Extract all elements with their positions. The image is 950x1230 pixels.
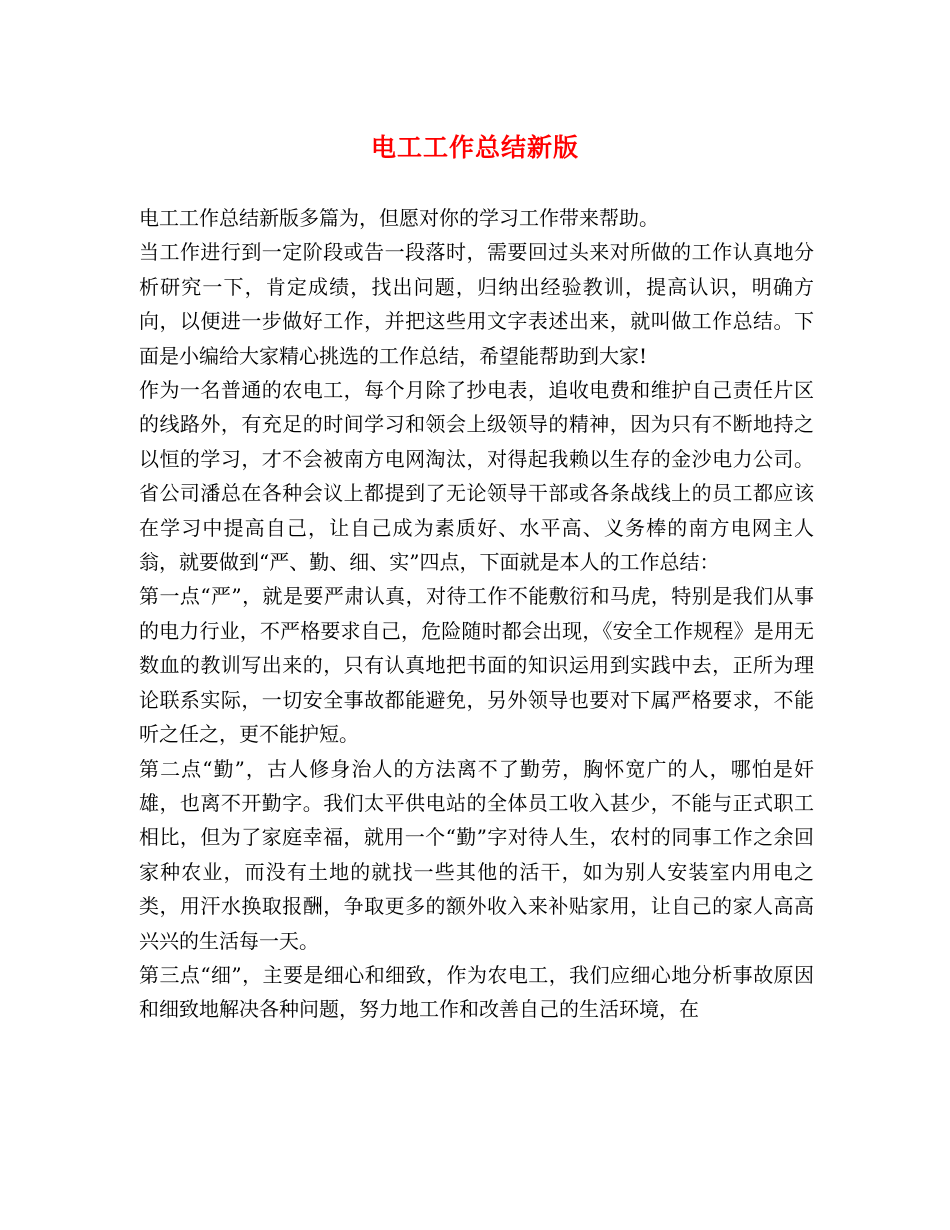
paragraph-intro: 电工工作总结新版多篇为，但愿对你的学习工作带来帮助。	[139, 206, 659, 230]
paragraph-point-strict: 第一点“严”，就是要严肃认真，对待工作不能敷衍和马虎，特别是我们从事的电力行业，不严格要求自己，危险随时都会出现，《安全工作规程》是用无数血的教训写出来的，只有认真地把书面的知识运用到实践中去，正所为理论联系实际，一切安全事故都能避免，另外领导也要对下属严格要求，不能听之任之，更不能护短。	[139, 584, 814, 747]
paragraph-summary-definition: 当工作进行到一定阶段或告一段落时，需要回过头来对所做的工作认真地分析研究一下，肯定成绩，找出问题，归纳出经验教训，提高认识，明确方向，以便进一步做好工作，并把这些用文字表述出来，就叫做工作总结。下面是小编给大家精心挑选的工作总结，希望能帮助到大家!	[139, 240, 814, 368]
paragraph-point-diligent: 第二点“勤”，古人修身治人的方法离不了勤劳，胸怀宽广的人，哪怕是奸雄，也离不开勤字。我们太平供电站的全体员工收入甚少，不能与正式职工相比，但为了家庭幸福，就用一个“勤”字对待人生，农村的同事工作之余回家种农业，而没有土地的就找一些其他的活干，如为别人安装室内用电之类，用汗水换取报酬，争取更多的额外收入来补贴家用，让自己的家人高高兴兴的生活每一天。	[139, 756, 814, 953]
document-body	[139, 201, 814, 1027]
paragraph-point-careful: 第三点“细”，主要是细心和细致，作为农电工，我们应细心地分析事故原因和细致地解决各种问题，努力地工作和改善自己的生活环境，在	[139, 962, 814, 1022]
paragraph-background: 作为一名普通的农电工，每个月除了抄电表，追收电费和维护自己责任片区的线路外，有充足的时间学习和领会上级领导的精神，因为只有不断地持之以恒的学习，才不会被南方电网淘汰，对得起我赖以生存的金沙电力公司。省公司潘总在各种会议上都提到了无论领导干部或各条战线上的员工都应该在学习中提高自己，让自己成为素质好、水平高、义务棒的南方电网主人翁，就要做到“严、勤、细、实”四点，下面就是本人的工作总结：	[139, 378, 814, 575]
document-title: 电工工作总结新版	[370, 133, 579, 162]
